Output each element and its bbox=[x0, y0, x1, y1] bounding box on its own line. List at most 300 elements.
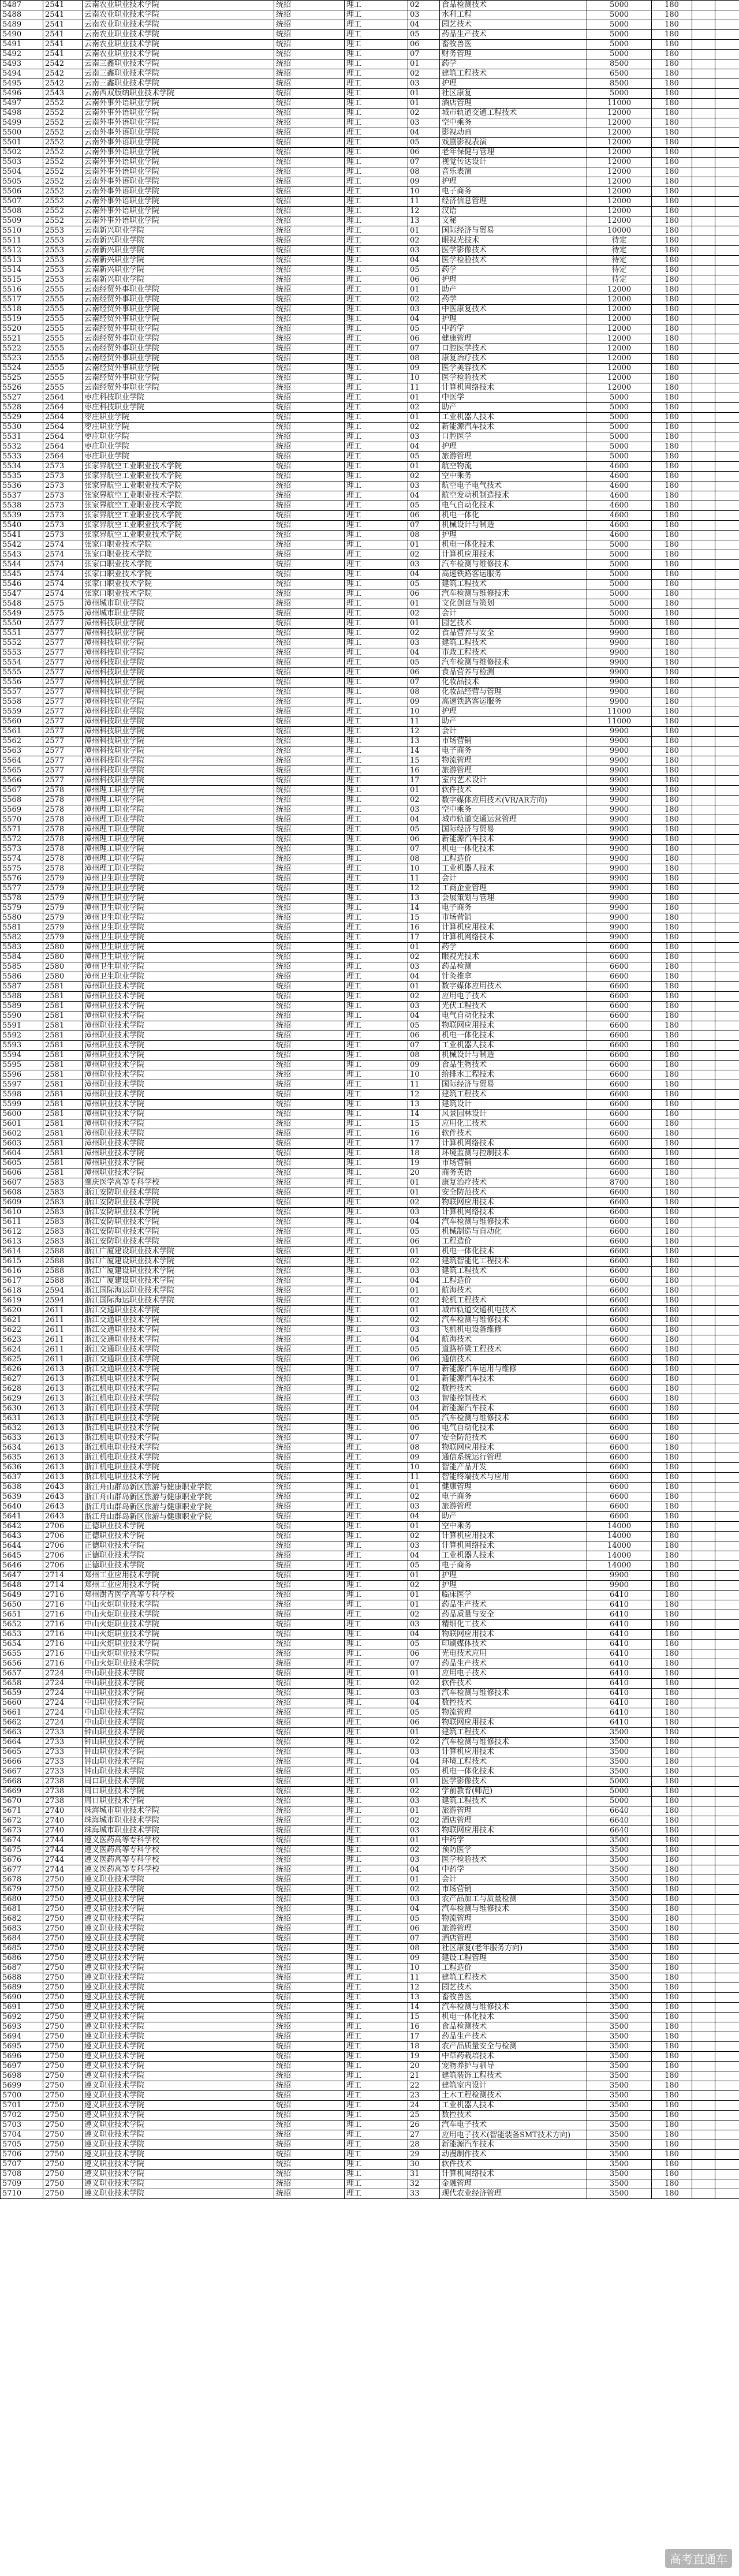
table-cell: 33 bbox=[408, 2189, 440, 2199]
table-cell: 浙江机电职业技术学院 bbox=[83, 1414, 274, 1424]
table-cell: 食品营养与检测 bbox=[440, 668, 587, 678]
table-row bbox=[1, 668, 739, 678]
table-cell: 理工 bbox=[345, 1218, 408, 1227]
table-cell: 统招 bbox=[274, 658, 345, 668]
table-cell: 张家界航空工业职业技术学院 bbox=[83, 472, 274, 481]
table-cell: 5571 bbox=[1, 825, 43, 835]
table-cell: 13 bbox=[408, 1993, 440, 2003]
table-cell: 02 bbox=[408, 1787, 440, 1797]
table-cell: 5503 bbox=[1, 158, 43, 167]
table-cell bbox=[692, 1865, 715, 1875]
table-cell: 9900 bbox=[587, 746, 652, 756]
table-cell: 180 bbox=[652, 305, 692, 315]
table-cell: 物联网应用技术 bbox=[440, 1630, 587, 1640]
table-cell: 建筑工程技术 bbox=[440, 639, 587, 648]
table-cell: 理工 bbox=[345, 1836, 408, 1846]
table-cell: 5611 bbox=[1, 1218, 43, 1227]
table-cell: 180 bbox=[652, 1375, 692, 1384]
table-cell: 漳州科技职业学院 bbox=[83, 639, 274, 648]
table-row bbox=[1, 1748, 739, 1757]
table-cell: 180 bbox=[652, 1237, 692, 1247]
table-cell: 理工 bbox=[345, 374, 408, 383]
table-row bbox=[1, 1218, 739, 1227]
table-cell: 9900 bbox=[587, 688, 652, 697]
table-row bbox=[1, 2022, 739, 2032]
table-cell: 2706 bbox=[43, 1541, 83, 1551]
table-cell: 2581 bbox=[43, 1051, 83, 1061]
table-cell: 统招 bbox=[274, 275, 345, 285]
table-row bbox=[1, 805, 739, 815]
table-cell: 理工 bbox=[345, 913, 408, 923]
table-cell: 统招 bbox=[274, 1767, 345, 1777]
table-cell: 统招 bbox=[274, 766, 345, 776]
table-cell: 浙江交通职业技术学院 bbox=[83, 1335, 274, 1345]
table-cell bbox=[692, 1895, 715, 1905]
table-cell: 统招 bbox=[274, 1708, 345, 1718]
table-cell bbox=[715, 1865, 739, 1875]
table-cell: 遵义医药高等专科学校 bbox=[83, 1846, 274, 1856]
table-cell: 5488 bbox=[1, 10, 43, 20]
table-cell: 统招 bbox=[274, 40, 345, 50]
table-cell: 统招 bbox=[274, 109, 345, 118]
table-cell bbox=[715, 1757, 739, 1767]
table-cell bbox=[692, 1051, 715, 1061]
table-cell bbox=[715, 2071, 739, 2081]
table-cell bbox=[692, 678, 715, 688]
table-cell bbox=[715, 609, 739, 619]
table-cell: 180 bbox=[652, 521, 692, 531]
table-cell: 2577 bbox=[43, 648, 83, 658]
table-cell: 理工 bbox=[345, 275, 408, 285]
table-cell: 5000 bbox=[587, 609, 652, 619]
table-cell bbox=[692, 1375, 715, 1384]
table-cell: 漳州职业技术学院 bbox=[83, 1090, 274, 1100]
table-cell: 02 bbox=[408, 1885, 440, 1895]
table-cell: 理工 bbox=[345, 1041, 408, 1051]
table-row bbox=[1, 2189, 739, 2199]
table-cell bbox=[715, 668, 739, 678]
table-cell: 2724 bbox=[43, 1669, 83, 1679]
table-cell: 04 bbox=[408, 972, 440, 982]
table-cell: 180 bbox=[652, 727, 692, 737]
table-cell: 理工 bbox=[345, 1679, 408, 1689]
table-cell bbox=[715, 1591, 739, 1600]
table-cell: 理工 bbox=[345, 2130, 408, 2140]
table-cell bbox=[715, 933, 739, 943]
table-cell bbox=[715, 1924, 739, 1934]
table-cell bbox=[715, 619, 739, 629]
table-cell: 180 bbox=[652, 1905, 692, 1914]
table-cell: 食品生物技术 bbox=[440, 1061, 587, 1070]
table-cell bbox=[715, 992, 739, 1002]
table-cell: 2750 bbox=[43, 2111, 83, 2120]
table-cell: 5668 bbox=[1, 1777, 43, 1787]
table-cell: 6600 bbox=[587, 1041, 652, 1051]
table-cell: 3500 bbox=[587, 1728, 652, 1738]
table-cell: 2581 bbox=[43, 982, 83, 992]
table-cell bbox=[715, 216, 739, 226]
table-cell: 园艺技术 bbox=[440, 1983, 587, 1993]
table-row bbox=[1, 1178, 739, 1188]
table-cell: 漳州职业技术学院 bbox=[83, 1061, 274, 1070]
table-cell: 云南外事外语职业学院 bbox=[83, 128, 274, 138]
table-cell: 珠海城市职业技术学院 bbox=[83, 1826, 274, 1836]
table-cell: 180 bbox=[652, 962, 692, 972]
table-cell bbox=[715, 2013, 739, 2022]
table-cell: 02 bbox=[408, 1679, 440, 1689]
table-cell: 漳州卫生职业学院 bbox=[83, 894, 274, 904]
table-cell: 统招 bbox=[274, 796, 345, 805]
table-cell: 2573 bbox=[43, 531, 83, 540]
table-cell bbox=[692, 570, 715, 580]
table-cell: 03 bbox=[408, 1541, 440, 1551]
table-cell: 空中乘务 bbox=[440, 805, 587, 815]
table-cell: 统招 bbox=[274, 266, 345, 275]
table-cell: 12000 bbox=[587, 334, 652, 344]
table-cell: 5592 bbox=[1, 1031, 43, 1041]
table-cell: 遵义职业技术学院 bbox=[83, 2189, 274, 2199]
table-cell: 2574 bbox=[43, 570, 83, 580]
table-cell bbox=[692, 226, 715, 236]
table-cell bbox=[715, 1502, 739, 1512]
table-cell: 云南外事外语职业学院 bbox=[83, 118, 274, 128]
table-cell: 2577 bbox=[43, 658, 83, 668]
table-cell: 统招 bbox=[274, 786, 345, 796]
table-cell: 5707 bbox=[1, 2160, 43, 2170]
table-cell bbox=[692, 2071, 715, 2081]
table-cell: 17 bbox=[408, 776, 440, 786]
table-cell: 理工 bbox=[345, 2179, 408, 2189]
table-row bbox=[1, 619, 739, 629]
table-cell: 180 bbox=[652, 501, 692, 511]
table-cell: 5000 bbox=[587, 619, 652, 629]
table-cell: 建筑智能化工程技术 bbox=[440, 1257, 587, 1267]
table-cell: 理工 bbox=[345, 589, 408, 599]
table-cell: 统招 bbox=[274, 1689, 345, 1698]
table-cell: 5687 bbox=[1, 1963, 43, 1973]
table-cell: 04 bbox=[408, 1276, 440, 1286]
table-cell bbox=[692, 383, 715, 393]
table-cell: 5643 bbox=[1, 1532, 43, 1541]
table-cell: 2577 bbox=[43, 668, 83, 678]
table-cell bbox=[715, 99, 739, 109]
table-row bbox=[1, 1247, 739, 1257]
table-cell: 5510 bbox=[1, 226, 43, 236]
table-row bbox=[1, 374, 739, 383]
table-cell: 钟山职业技术学院 bbox=[83, 1738, 274, 1748]
table-cell: 空中乘务 bbox=[440, 118, 587, 128]
table-cell: 06 bbox=[408, 835, 440, 845]
table-cell: 5551 bbox=[1, 629, 43, 639]
table-cell: 12000 bbox=[587, 118, 652, 128]
table-cell: 5563 bbox=[1, 746, 43, 756]
table-cell bbox=[715, 1463, 739, 1473]
table-row bbox=[1, 2052, 739, 2062]
table-cell: 电气自动化技术 bbox=[440, 1424, 587, 1433]
table-row bbox=[1, 1541, 739, 1551]
table-cell: 遵义职业技术学院 bbox=[83, 1885, 274, 1895]
table-cell bbox=[715, 1227, 739, 1237]
table-cell: 180 bbox=[652, 334, 692, 344]
table-cell: 12000 bbox=[587, 187, 652, 197]
table-cell: 6600 bbox=[587, 1335, 652, 1345]
table-cell: 02 bbox=[408, 403, 440, 413]
table-cell: 漳州职业技术学院 bbox=[83, 1129, 274, 1139]
table-cell: 17 bbox=[408, 933, 440, 943]
table-cell bbox=[692, 1335, 715, 1345]
table-row bbox=[1, 1041, 739, 1051]
table-cell: 06 bbox=[408, 511, 440, 521]
table-cell: 180 bbox=[652, 1247, 692, 1257]
table-row bbox=[1, 334, 739, 344]
table-cell: 理工 bbox=[345, 1600, 408, 1610]
table-cell: 5693 bbox=[1, 2022, 43, 2032]
table-cell: 01 bbox=[408, 462, 440, 472]
table-cell bbox=[692, 1345, 715, 1355]
table-cell: 5602 bbox=[1, 1129, 43, 1139]
table-cell: 空中乘务 bbox=[440, 472, 587, 481]
table-cell: 2581 bbox=[43, 1002, 83, 1011]
table-cell: 浙江机电职业技术学院 bbox=[83, 1404, 274, 1414]
table-cell bbox=[715, 1649, 739, 1659]
table-cell: 2581 bbox=[43, 1061, 83, 1070]
table-cell: 理工 bbox=[345, 766, 408, 776]
table-cell: 03 bbox=[408, 1326, 440, 1335]
table-cell: 6600 bbox=[587, 1453, 652, 1463]
table-cell bbox=[692, 707, 715, 717]
table-cell: 2555 bbox=[43, 315, 83, 324]
table-cell: 2577 bbox=[43, 756, 83, 766]
table-cell bbox=[715, 1276, 739, 1286]
table-cell: 5574 bbox=[1, 854, 43, 864]
table-cell: 180 bbox=[652, 1345, 692, 1355]
table-cell: 30 bbox=[408, 2160, 440, 2170]
table-cell: 枣庄职业学院 bbox=[83, 432, 274, 442]
table-row bbox=[1, 1316, 739, 1326]
table-cell bbox=[692, 1384, 715, 1394]
table-cell bbox=[715, 315, 739, 324]
table-cell bbox=[692, 216, 715, 226]
table-cell: 6600 bbox=[587, 1512, 652, 1522]
table-cell: 03 bbox=[408, 1394, 440, 1404]
table-cell: 180 bbox=[652, 59, 692, 69]
table-cell bbox=[692, 658, 715, 668]
table-cell: 180 bbox=[652, 1846, 692, 1856]
table-cell: 01 bbox=[408, 786, 440, 796]
table-cell: 2577 bbox=[43, 619, 83, 629]
table-cell: 5542 bbox=[1, 540, 43, 550]
table-row bbox=[1, 904, 739, 913]
table-cell: 5705 bbox=[1, 2140, 43, 2150]
table-cell bbox=[715, 374, 739, 383]
table-cell bbox=[715, 1286, 739, 1296]
table-cell: 06 bbox=[408, 1355, 440, 1365]
table-cell: 统招 bbox=[274, 943, 345, 953]
table-cell bbox=[715, 521, 739, 531]
table-cell bbox=[715, 1934, 739, 1944]
table-row bbox=[1, 40, 739, 50]
table-cell: 5565 bbox=[1, 766, 43, 776]
table-cell bbox=[692, 962, 715, 972]
table-cell: 中医学 bbox=[440, 393, 587, 403]
table-cell: 统招 bbox=[274, 158, 345, 167]
table-cell: 理工 bbox=[345, 1532, 408, 1541]
table-cell: 漳州职业技术学院 bbox=[83, 1011, 274, 1021]
table-cell: 3500 bbox=[587, 2062, 652, 2071]
table-cell: 5703 bbox=[1, 2120, 43, 2130]
table-cell: 统招 bbox=[274, 1748, 345, 1757]
table-cell: 云南农业职业技术学院 bbox=[83, 50, 274, 59]
table-cell: 遵义医药高等专科学校 bbox=[83, 1856, 274, 1865]
table-cell: 22 bbox=[408, 2081, 440, 2091]
table-cell bbox=[692, 835, 715, 845]
table-cell bbox=[692, 1031, 715, 1041]
table-cell: 9900 bbox=[587, 913, 652, 923]
table-cell: 理工 bbox=[345, 1404, 408, 1414]
table-cell: 漳州理工职业学院 bbox=[83, 805, 274, 815]
table-cell: 180 bbox=[652, 236, 692, 246]
table-cell: 2573 bbox=[43, 481, 83, 491]
table-cell: 2555 bbox=[43, 295, 83, 305]
table-cell bbox=[692, 599, 715, 609]
table-cell: 2541 bbox=[43, 20, 83, 30]
table-cell: 遵义职业技术学院 bbox=[83, 2170, 274, 2179]
table-cell: 5700 bbox=[1, 2091, 43, 2101]
table-cell: 180 bbox=[652, 1178, 692, 1188]
table-row bbox=[1, 1473, 739, 1483]
table-cell: 180 bbox=[652, 1610, 692, 1620]
table-cell: 漳州科技职业学院 bbox=[83, 668, 274, 678]
table-cell: 02 bbox=[408, 1296, 440, 1306]
table-cell: 统招 bbox=[274, 1836, 345, 1846]
table-cell bbox=[692, 2189, 715, 2199]
table-cell: 5594 bbox=[1, 1051, 43, 1061]
table-cell: 180 bbox=[652, 1286, 692, 1296]
table-cell: 漳州理工职业学院 bbox=[83, 835, 274, 845]
table-cell: 2575 bbox=[43, 609, 83, 619]
table-cell: 6600 bbox=[587, 1443, 652, 1453]
table-cell: 理工 bbox=[345, 1669, 408, 1679]
table-cell: 180 bbox=[652, 1335, 692, 1345]
table-cell: 理工 bbox=[345, 658, 408, 668]
table-row bbox=[1, 825, 739, 835]
table-cell: 180 bbox=[652, 177, 692, 187]
table-cell: 统招 bbox=[274, 1649, 345, 1659]
table-cell: 智能终端技术与应用 bbox=[440, 1473, 587, 1483]
table-cell: 数字媒体应用技术 bbox=[440, 982, 587, 992]
table-row bbox=[1, 1532, 739, 1541]
table-cell bbox=[692, 1070, 715, 1080]
table-cell: 3500 bbox=[587, 1748, 652, 1757]
table-cell: 180 bbox=[652, 531, 692, 540]
table-cell bbox=[692, 1149, 715, 1159]
table-cell: 理工 bbox=[345, 109, 408, 118]
table-cell: 6600 bbox=[587, 1384, 652, 1394]
table-cell: 理工 bbox=[345, 933, 408, 943]
table-cell: 统招 bbox=[274, 2150, 345, 2160]
table-cell bbox=[692, 609, 715, 619]
table-cell: 统招 bbox=[274, 1610, 345, 1620]
table-cell: 01 bbox=[408, 1600, 440, 1610]
table-cell: 03 bbox=[408, 10, 440, 20]
table-cell: 5492 bbox=[1, 50, 43, 59]
table-cell: 5575 bbox=[1, 864, 43, 874]
table-cell: 5524 bbox=[1, 364, 43, 374]
table-cell: 理工 bbox=[345, 570, 408, 580]
table-cell: 2555 bbox=[43, 354, 83, 364]
table-cell bbox=[692, 374, 715, 383]
table-row bbox=[1, 1708, 739, 1718]
table-cell: 3500 bbox=[587, 2160, 652, 2170]
table-cell bbox=[692, 148, 715, 158]
table-row bbox=[1, 1031, 739, 1041]
table-cell: 5000 bbox=[587, 452, 652, 462]
table-cell: 经济信息管理 bbox=[440, 197, 587, 207]
table-cell: 9900 bbox=[587, 933, 652, 943]
table-cell: 5504 bbox=[1, 167, 43, 177]
table-cell bbox=[692, 1954, 715, 1963]
table-cell: 软件技术 bbox=[440, 2160, 587, 2170]
table-cell: 06 bbox=[408, 148, 440, 158]
table-cell: 05 bbox=[408, 266, 440, 275]
table-row bbox=[1, 1856, 739, 1865]
table-cell: 6600 bbox=[587, 1267, 652, 1276]
table-cell: 2744 bbox=[43, 1836, 83, 1846]
table-cell: 理工 bbox=[345, 1640, 408, 1649]
table-cell: 统招 bbox=[274, 1826, 345, 1836]
table-cell: 统招 bbox=[274, 1100, 345, 1110]
table-cell: 2733 bbox=[43, 1738, 83, 1748]
table-cell: 2575 bbox=[43, 599, 83, 609]
table-cell: 180 bbox=[652, 2091, 692, 2101]
table-cell: 理工 bbox=[345, 1924, 408, 1934]
table-row bbox=[1, 1286, 739, 1296]
table-cell: 05 bbox=[408, 1561, 440, 1571]
table-cell bbox=[692, 1316, 715, 1326]
table-cell bbox=[692, 1404, 715, 1414]
table-cell: 04 bbox=[408, 570, 440, 580]
table-cell: 5582 bbox=[1, 933, 43, 943]
table-cell: 5647 bbox=[1, 1571, 43, 1581]
table-cell: 助产 bbox=[440, 1512, 587, 1522]
table-cell: 9900 bbox=[587, 629, 652, 639]
table-cell: 漳州职业技术学院 bbox=[83, 1021, 274, 1031]
table-cell: 5573 bbox=[1, 845, 43, 854]
table-cell bbox=[692, 1011, 715, 1021]
table-cell: 工程造价 bbox=[440, 1237, 587, 1247]
table-cell: 5657 bbox=[1, 1669, 43, 1679]
table-cell bbox=[692, 187, 715, 197]
table-cell: 03 bbox=[408, 79, 440, 89]
table-cell: 遵义职业技术学院 bbox=[83, 1934, 274, 1944]
table-cell: 数控技术 bbox=[440, 1698, 587, 1708]
table-cell bbox=[692, 786, 715, 796]
table-cell: 6410 bbox=[587, 1649, 652, 1659]
table-cell: 理工 bbox=[345, 2160, 408, 2170]
table-cell: 理工 bbox=[345, 1718, 408, 1728]
table-row bbox=[1, 2071, 739, 2081]
table-cell: 云南经贸外事职业学院 bbox=[83, 324, 274, 334]
table-cell: 统招 bbox=[274, 1443, 345, 1453]
table-cell bbox=[692, 1129, 715, 1139]
table-cell: 统招 bbox=[274, 894, 345, 904]
table-cell: 社区康复(老年服务方向) bbox=[440, 1944, 587, 1954]
table-cell: 180 bbox=[652, 266, 692, 275]
table-cell: 护理 bbox=[440, 1581, 587, 1591]
table-cell: 180 bbox=[652, 158, 692, 167]
table-cell: 5685 bbox=[1, 1944, 43, 1954]
table-cell: 环境工程技术 bbox=[440, 1757, 587, 1767]
